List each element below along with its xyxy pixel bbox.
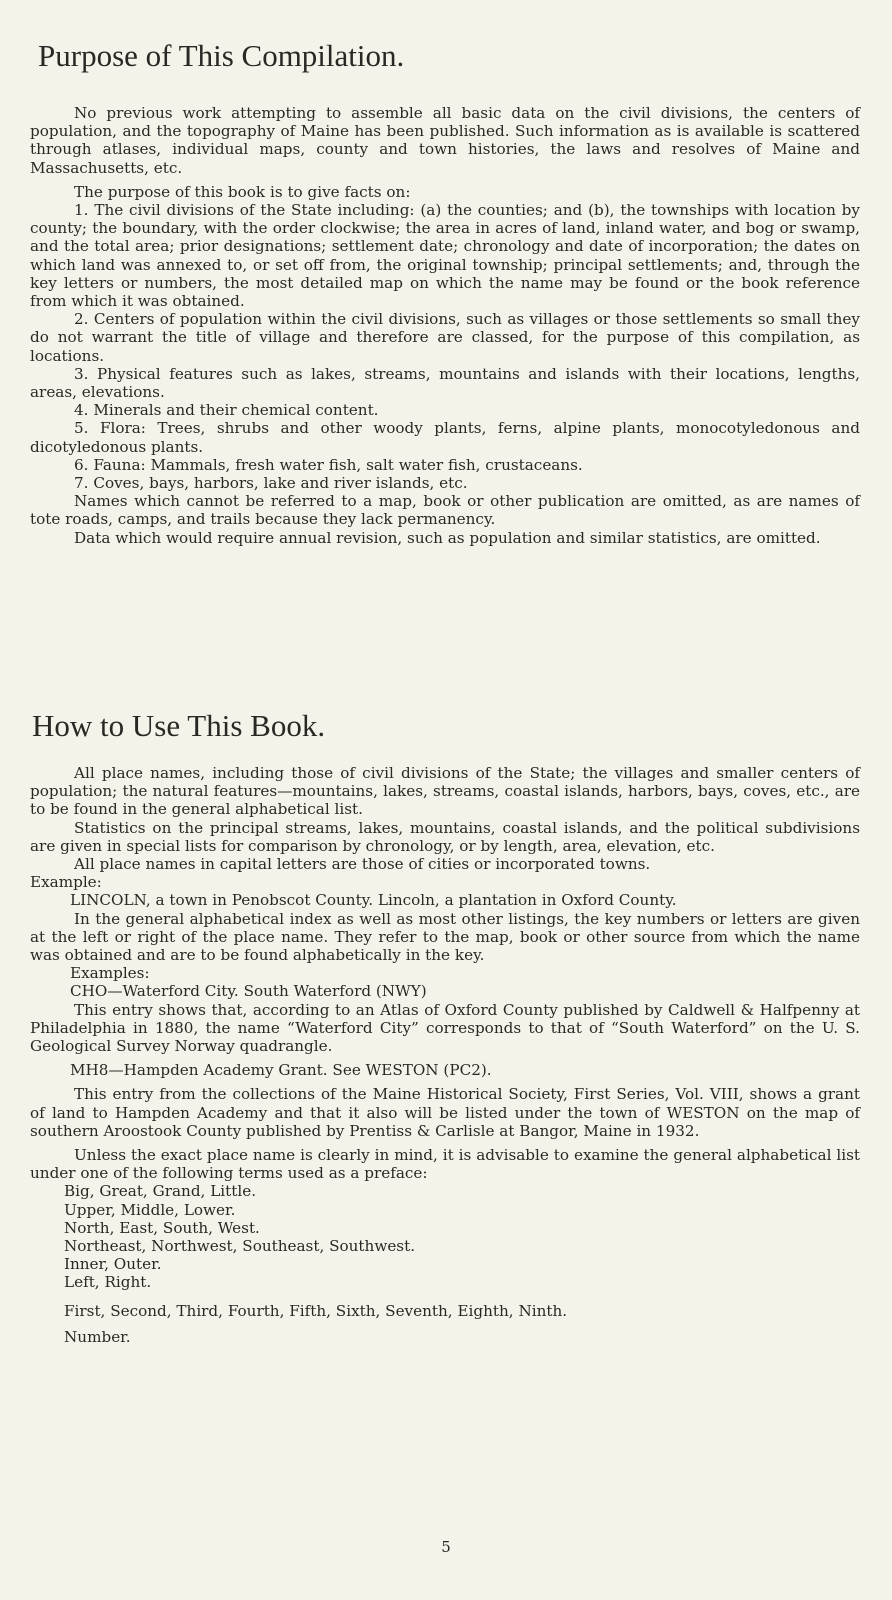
list-item: Number.	[64, 1327, 131, 1346]
section-title-how-to-use: How to Use This Book.	[32, 708, 326, 743]
purpose-section	[30, 104, 860, 547]
preface-terms-list-2	[30, 1302, 860, 1346]
list-item: Left, Right.	[64, 1273, 152, 1292]
list-item: Upper, Middle, Lower.	[64, 1200, 236, 1219]
list-item: Inner, Outer.	[64, 1255, 162, 1274]
example-label: Example:	[30, 873, 102, 892]
page-number: 5	[441, 1538, 451, 1556]
numbered-item: 7. Coves, bays, harbors, lake and river islands, etc.	[74, 474, 468, 493]
list-item: Big, Great, Grand, Little.	[64, 1182, 257, 1201]
paragraph: Names which cannot be referred to a map, book or other publication are omitted, as are names of tote roads, camps, and trails because they lack permanency.	[30, 492, 860, 529]
numbered-item: 2. Centers of population within the civil divisions, such as villages or those settlements so small they do not warrant the title of village and therefore are classed, for the purpose of this compilation, as locations.	[30, 310, 860, 365]
preface-terms-list	[30, 1182, 860, 1291]
paragraph: All place names, including those of civil divisions of the State; the villages and smaller centers of population; the natural features—mountains, lakes, streams, coastal islands, harbors, bays, coves, etc., are to be found in the general alphabetical list.	[30, 764, 860, 819]
list-item: Northeast, Northwest, Southeast, Southwest.	[64, 1237, 416, 1256]
paragraph: In the general alphabetical index as well as most other listings, the key numbers or letters are given at the left or right of the place name. They refer to the map, book or other source from which the name was obtained and are to be found alphabetically in the key.	[30, 909, 860, 965]
paragraph: Data which would require annual revision, such as population and similar statistics, are omitted.	[74, 528, 821, 547]
numbered-item: 1. The civil divisions of the State including: (a) the counties; and (b), the townships with location by county; the boundary, with the order clockwise; the area in acres of land, inland water, and bog or swamp, and the total area; prior designations; settlement date; chronology and date of incorporation; the dates on which land was annexed to, or set off from, the original township; principal settlements; and, through the key letters or numbers, the most detailed map on which the name may be found or the book reference from which it was obtained.	[30, 201, 860, 311]
example-entry: MH8—Hampden Academy Grant. See WESTON (PC2).	[70, 1061, 492, 1080]
paragraph: This entry from the collections of the Maine Historical Society, First Series, Vol. VIII, shows a grant of land to Hampden Academy and that it also will be listed under the town of WESTON on the map of southern Aroostook County published by Prentiss & Carlisle at Bangor, Maine in 1932.	[30, 1085, 860, 1140]
paragraph: Statistics on the principal streams, lakes, mountains, coastal islands, and the political subdivisions are given in special lists for comparison by chronology, or by length, area, elevation, etc.	[30, 818, 860, 855]
example-entry: LINCOLN, a town in Penobscot County. Lincoln, a plantation in Oxford County.	[70, 891, 677, 910]
list-item: North, East, South, West.	[64, 1218, 260, 1237]
paragraph: All place names in capital letters are those of cities or incorporated towns.	[74, 855, 651, 874]
how-to-use-section	[30, 764, 860, 1350]
list-item: First, Second, Third, Fourth, Fifth, Sixth, Seventh, Eighth, Ninth.	[64, 1301, 568, 1320]
paragraph: Unless the exact place name is clearly in mind, it is advisable to examine the general alphabetical list under one of the following terms used as a preface:	[30, 1146, 860, 1183]
section-title-purpose: Purpose of This Compilation.	[38, 38, 405, 73]
paragraph: No previous work attempting to assemble all basic data on the civil divisions, the centers of population, and the topography of Maine has been published. Such information as is available is scattered through atlases, individual maps, county and town histories, the laws and resolves of Maine and Massachusetts, etc.	[30, 104, 860, 177]
paragraph: The purpose of this book is to give facts on:	[74, 182, 411, 201]
numbered-item: 3. Physical features such as lakes, streams, mountains and islands with their locations, lengths, areas, elevations.	[30, 364, 860, 402]
numbered-item: 4. Minerals and their chemical content.	[74, 401, 379, 420]
numbered-item: 6. Fauna: Mammals, fresh water fish, salt water fish, crustaceans.	[74, 455, 583, 474]
numbered-item: 5. Flora: Trees, shrubs and other woody plants, ferns, alpine plants, monocotyledonous and dicotyledonous plants.	[30, 419, 860, 456]
example-entry: CHO—Waterford City. South Waterford (NWY)	[70, 982, 427, 1001]
paragraph: This entry shows that, according to an Atlas of Oxford County published by Caldwell & Halfpenny at Philadelphia in 1880, the name “Waterford City” corresponds to that of “South Waterford” on the U. S. Geological Survey Norway quadrangle.	[30, 1000, 860, 1056]
examples-label: Examples:	[70, 964, 150, 983]
